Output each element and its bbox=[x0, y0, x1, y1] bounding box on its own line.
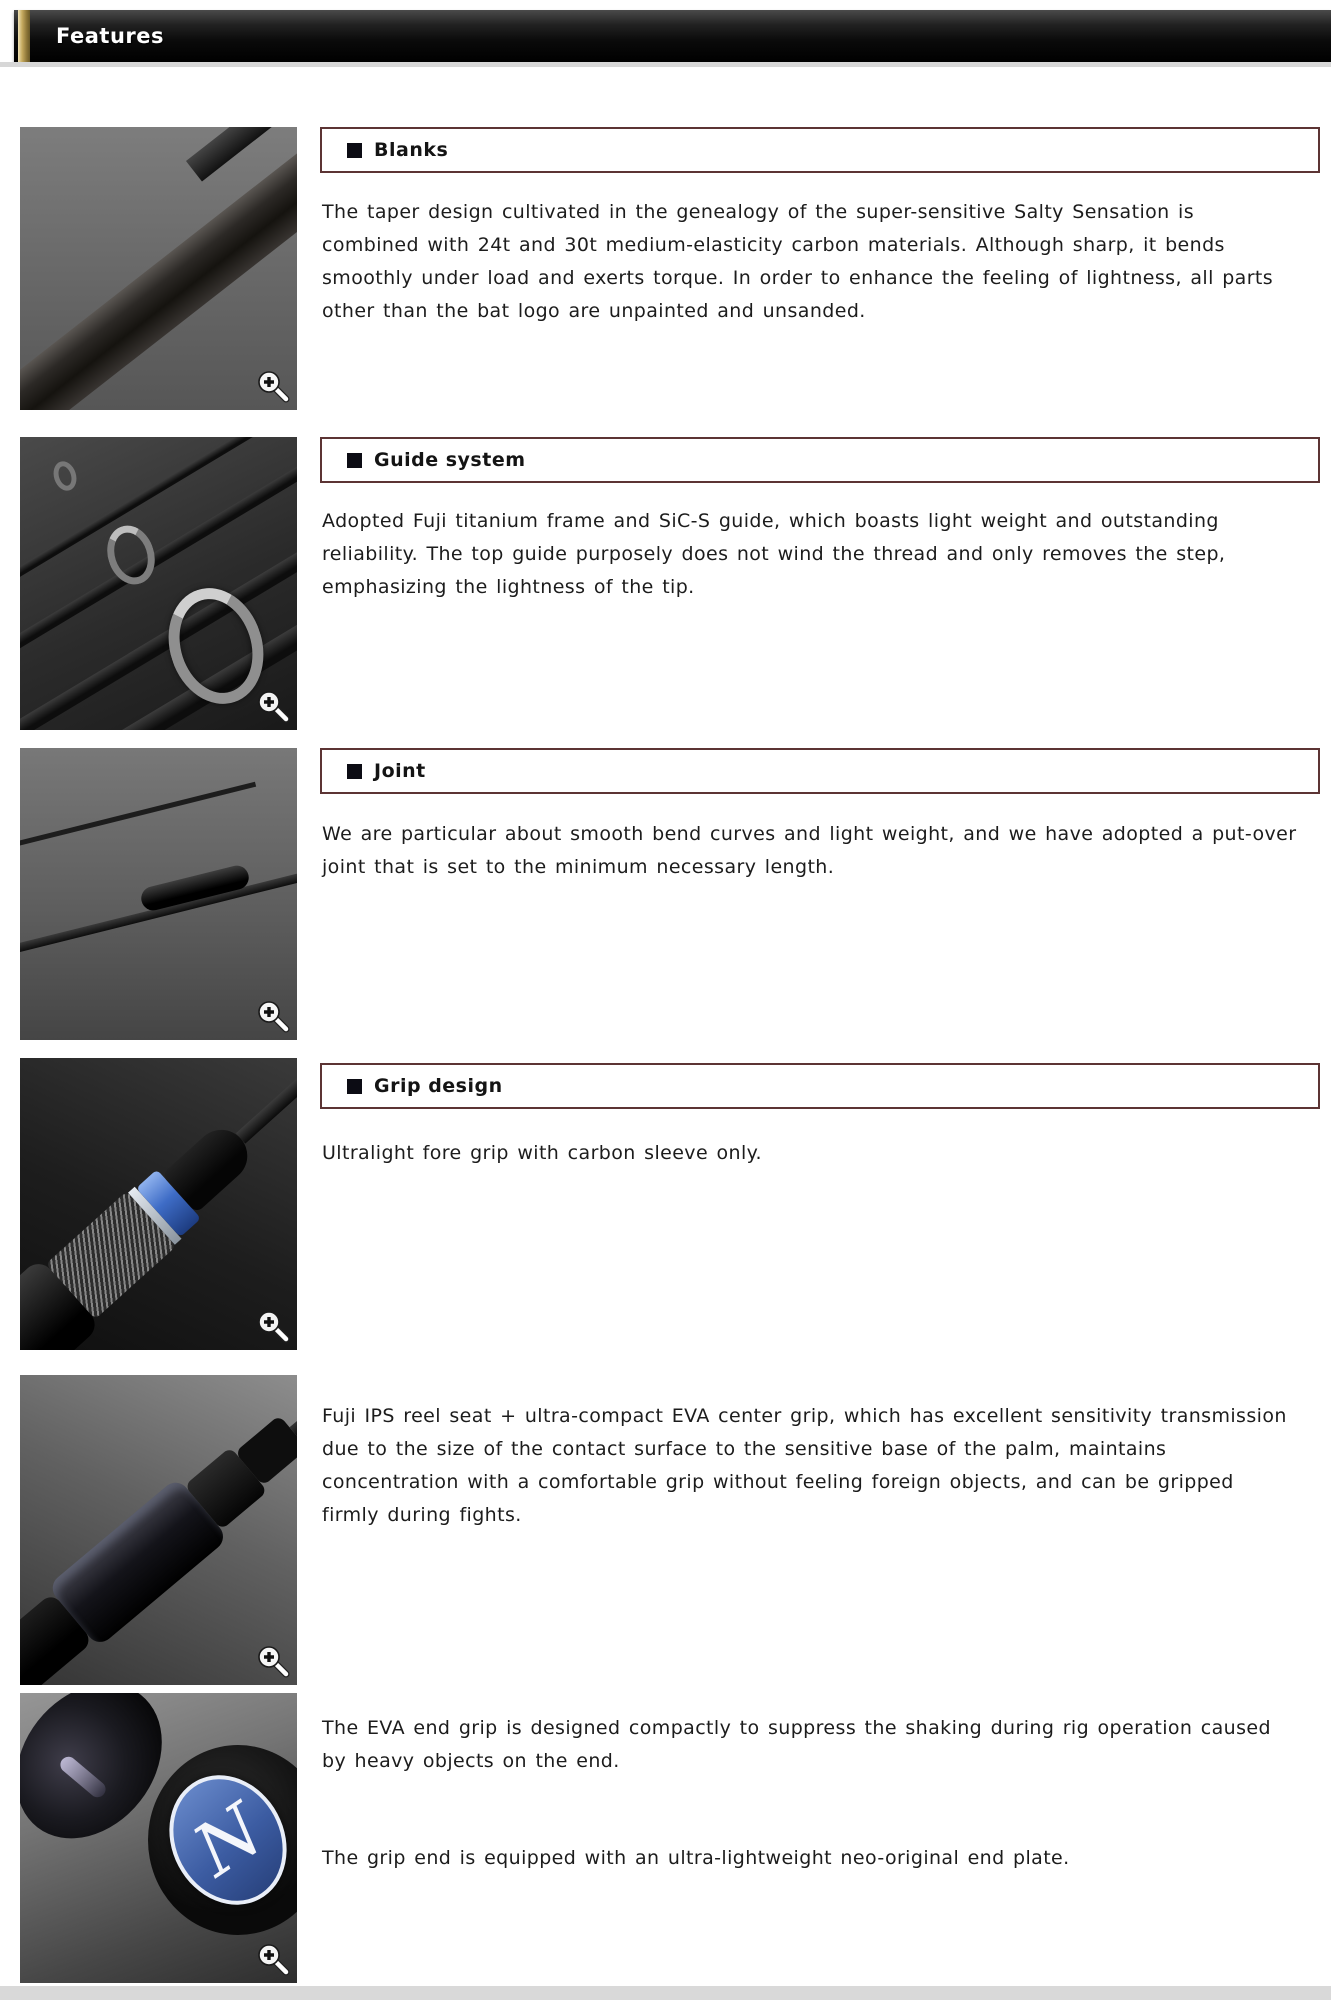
joint-description-text: We are particular about smooth bend curves and light weight, and we have adopted a put-over joint that is set to the minimum necessary length. bbox=[322, 823, 1297, 878]
magnifier-zoom-icon[interactable] bbox=[255, 368, 291, 404]
grip-design-description-text: Ultralight fore grip with carbon sleeve only. bbox=[322, 1142, 762, 1164]
black-square-bullet-icon bbox=[347, 1079, 362, 1094]
blanks-description-text: The taper design cultivated in the genealogy of the super-sensitive Salty Sensation is combined with 24t and 30t medium-elasticity carbon materials. Although sharp, it bends smoothly under load and exerts torque. In order to enhance the feeling of lightness, all parts other than the bat logo are unpainted and unsanded. bbox=[322, 201, 1274, 322]
magnifier-zoom-icon[interactable] bbox=[255, 1643, 291, 1679]
section-title-box-blanks bbox=[320, 127, 1320, 173]
black-square-bullet-icon bbox=[347, 764, 362, 779]
magnifier-zoom-icon[interactable] bbox=[255, 998, 291, 1034]
end-grip-description-text: The EVA end grip is designed compactly to suppress the shaking during rig operation caused by heavy objects on the end. bbox=[322, 1717, 1271, 1772]
reel-seat-photo-thumbnail[interactable] bbox=[20, 1375, 297, 1685]
rod-tip-shape bbox=[20, 782, 256, 859]
section-title-box-joint bbox=[320, 748, 1320, 794]
magnifier-zoom-icon[interactable] bbox=[255, 1308, 291, 1344]
section-title: Blanks bbox=[374, 139, 449, 161]
magnifier-zoom-icon[interactable] bbox=[255, 1941, 291, 1977]
section-title: Joint bbox=[374, 760, 426, 782]
reel-seat-assembly-shape bbox=[20, 1375, 297, 1685]
page-title: Features bbox=[56, 24, 164, 48]
section-title-box-grip-design bbox=[320, 1063, 1320, 1109]
guide-system-description-text: Adopted Fuji titanium frame and SiC-S guide, which boasts light weight and outstanding reliability. The top guide purposely does not wind the thread and only removes the step, emphasizing the lightness of the tip. bbox=[322, 510, 1226, 598]
rod-shape bbox=[290, 1375, 297, 1436]
section-title: Grip design bbox=[374, 1075, 503, 1097]
reel-seat-description-text: Fuji IPS reel seat + ultra-compact EVA center grip, which has excellent sensitivity transmission due to the size of the contact surface to the sensitive base of the palm, maintains concentration with a comfortable grip without feeling foreign objects, and can be gripped firmly during fights. bbox=[322, 1405, 1287, 1526]
end-grip-photo-thumbnail[interactable] bbox=[20, 1693, 297, 1983]
rod-shape bbox=[236, 1058, 297, 1143]
fore-grip-photo-thumbnail[interactable] bbox=[20, 1058, 297, 1350]
magnifier-zoom-icon[interactable] bbox=[255, 688, 291, 724]
blanks-photo-thumbnail[interactable] bbox=[20, 127, 297, 410]
end-plate-n-letter: N bbox=[178, 1787, 278, 1893]
guide-system-photo-thumbnail[interactable] bbox=[20, 437, 297, 730]
features-header-bar bbox=[14, 10, 1331, 62]
header-divider bbox=[0, 62, 1331, 67]
section-title: Guide system bbox=[374, 449, 526, 471]
end-plate-description-text: The grip end is equipped with an ultra-lightweight neo-original end plate. bbox=[322, 1847, 1070, 1869]
guide-ring-shape bbox=[50, 458, 80, 493]
black-square-bullet-icon bbox=[347, 453, 362, 468]
black-square-bullet-icon bbox=[347, 143, 362, 158]
grip-assembly-shape bbox=[20, 1058, 297, 1350]
section-title-box-guide-system bbox=[320, 437, 1320, 483]
gold-accent-stripe bbox=[18, 10, 30, 62]
joint-photo-thumbnail[interactable] bbox=[20, 748, 297, 1040]
page-bottom-strip bbox=[0, 1986, 1331, 2000]
